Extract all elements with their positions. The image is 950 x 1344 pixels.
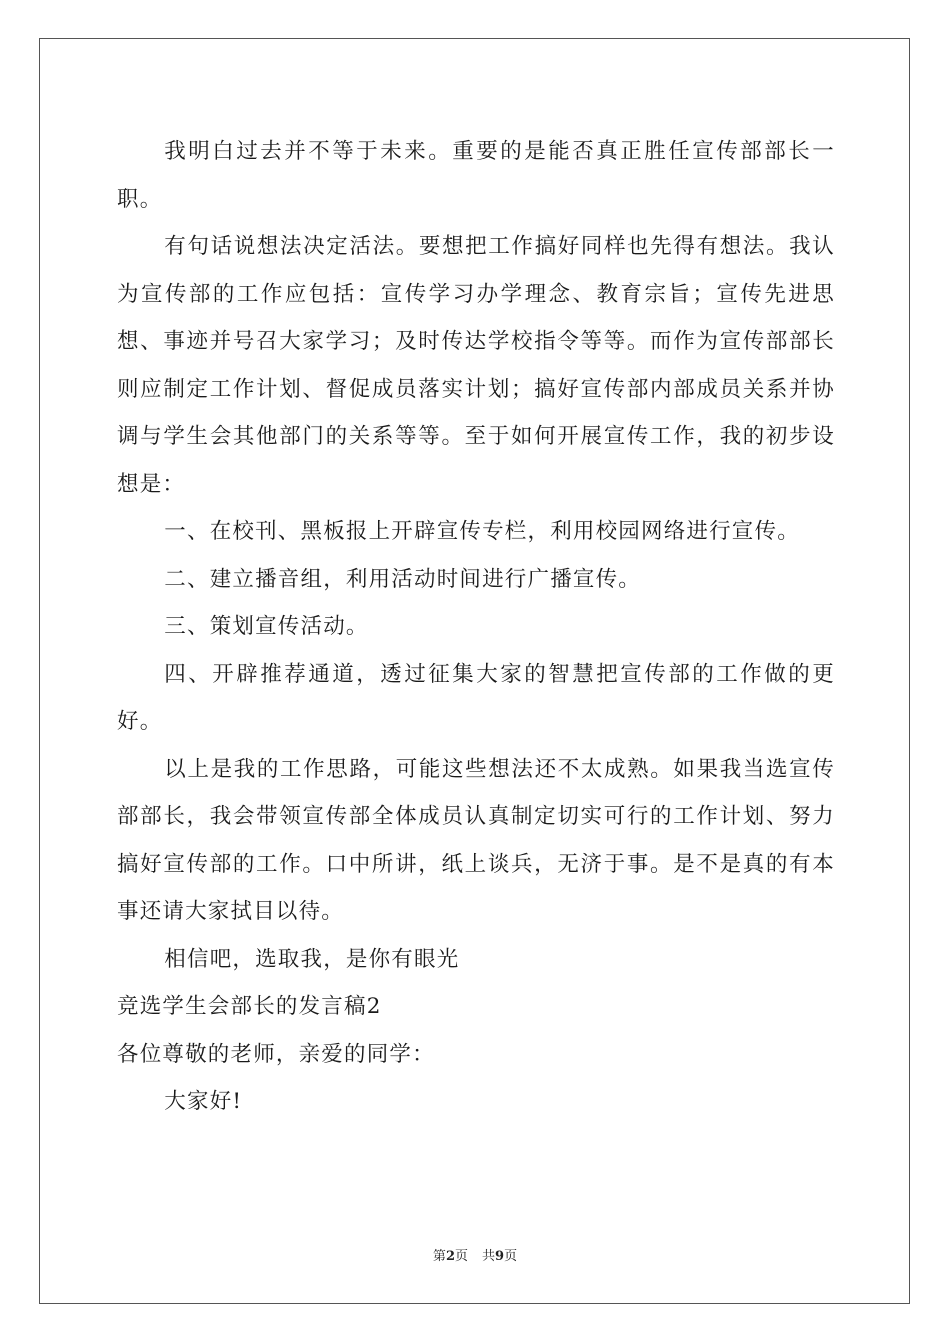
paragraph-2: 有句话说想法决定活法。要想把工作搞好同样也先得有想法。我认为宣传部的工作应包括：宣传学习办学理念、教育宗旨；宣传先进思想、事迹并号召大家学习；及时传达学校指令等等。而作为宣传部部长则应制定工作计划、督促成员落实计划；搞好宣传部内部成员关系并协调与学生会其他部门的关系等等。至于如何开展宣传工作，我的初步设想是： (117, 234, 835, 497)
greeting: 大家好! (164, 1089, 243, 1114)
list-item-4: 四、开辟推荐通道，透过征集大家的智慧把宣传部的工作做的更好。 (117, 661, 835, 734)
paragraph-3: 以上是我的工作思路，可能这些想法还不太成熟。如果我当选宣传部部长，我会带领宣传部全体成员认真制定切实可行的工作计划、努力搞好宣传部的工作。口中所讲，纸上谈兵，无济于事。是不是真的有本事还请大家拭目以待。 (117, 756, 835, 924)
salutation: 各位尊敬的老师，亲爱的同学： (117, 1041, 435, 1067)
list-item-1: 一、在校刊、黑板报上开辟宣传专栏，利用校园网络进行宣传。 (164, 519, 800, 544)
footer-current-page: 2 (445, 1249, 455, 1264)
list-item-3: 三、策划宣传活动。 (164, 614, 369, 639)
paragraph-1: 我明白过去并不等于未来。重要的是能否真正胜任宣传部部长一职。 (117, 139, 835, 212)
list-item-2: 二、建立播音组，利用活动时间进行广播宣传。 (164, 566, 641, 592)
footer-prefix: 第 (432, 1249, 446, 1264)
section-title: 竞选学生会部长的发言稿2 (117, 994, 382, 1019)
footer-total-pages: 9 (495, 1249, 505, 1264)
document-body (117, 128, 835, 1126)
closing-line: 相信吧，选取我，是你有眼光 (164, 946, 460, 972)
page-footer (0, 1248, 950, 1266)
footer-total-prefix: 共 (482, 1249, 496, 1264)
footer-page-word: 页 (454, 1249, 468, 1264)
footer-total-suffix: 页 (504, 1249, 518, 1264)
